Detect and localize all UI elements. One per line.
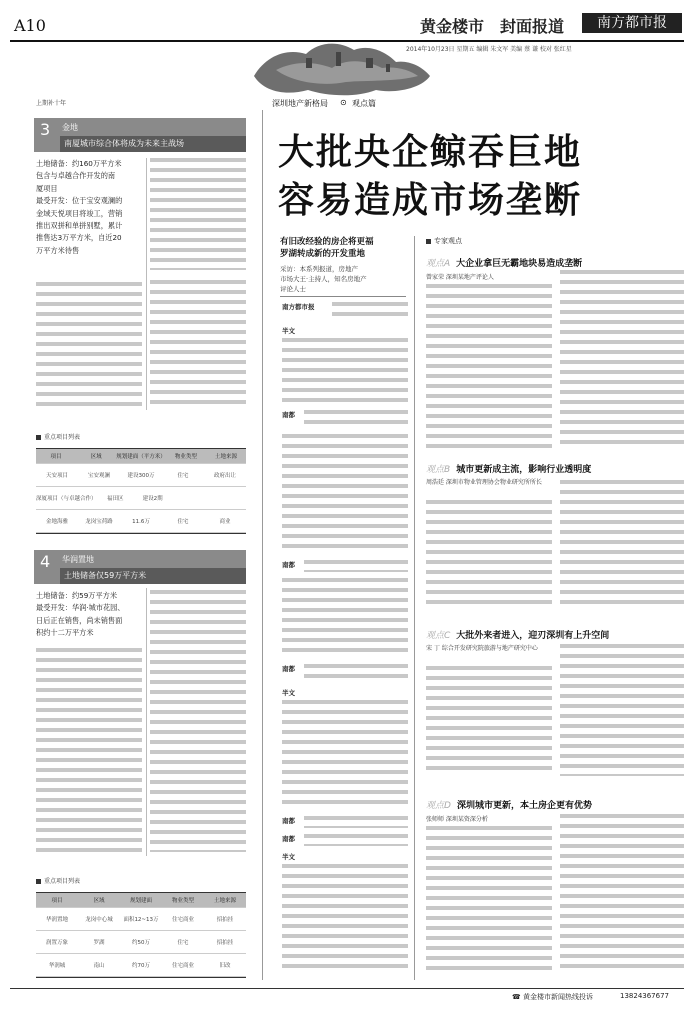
table-row: 金地海雅 龙岗宝荷路 11.6万 住宅 商业 <box>36 510 246 533</box>
qa-body <box>304 816 408 828</box>
table-1-title: 重点项目列表 <box>36 432 80 441</box>
qa-body <box>304 560 408 572</box>
expert-b-body-col2 <box>560 480 684 606</box>
section-4-intro: 土地储备：约59万平方米 最受开发：华润·城市花园、 日后正在销售，尚未销售面 积约十二万平方米 <box>36 591 125 638</box>
deck: 有旧改经验的房企将更福 罗湖转成新的开发重地 <box>280 237 374 259</box>
qa-body <box>332 302 408 322</box>
section-3-title-bar <box>60 136 246 152</box>
qa-label: 南都 <box>282 561 295 569</box>
table-1 <box>36 448 246 534</box>
left-inner-divider <box>146 158 147 410</box>
qa-body <box>282 864 408 974</box>
expert-c-title: 大批外来者进入，迎刃深圳有上升空间 <box>456 631 610 641</box>
section-3-body-left <box>36 282 142 410</box>
left-top-label: 上期补十年 <box>36 100 67 107</box>
series-sub: 观点篇 <box>352 99 376 108</box>
series-label: 深圳地产新格局 <box>272 99 328 108</box>
qa-label: 半文 <box>282 689 295 697</box>
footer-phone: 13824367677 <box>620 992 669 1000</box>
expert-d-body-col2 <box>560 814 684 974</box>
masthead-report: 封面报道 <box>500 17 565 36</box>
byline: 采访：本系列报道，房地产 市场大王·主持人，知名房地产 评论人士 <box>280 265 367 293</box>
section-3-number: 3 <box>40 120 51 139</box>
expert-d-tag: 观点D <box>426 801 451 811</box>
expert-b-heading <box>426 462 591 475</box>
expert-d-name: 张师师 深圳某资深分析 <box>426 816 488 823</box>
table-row: 润置万象 罗湖 约50万 住宅 招拍挂 <box>36 931 246 954</box>
left-inner-divider-2 <box>146 588 147 856</box>
section-4-title-bar <box>60 568 246 584</box>
table-row: 华润置地 龙岗中心城 面积12~13万 住宅商业 招拍挂 <box>36 908 246 931</box>
expert-a-body-col1 <box>426 284 552 448</box>
footer-hotline: ☎ 黄金楼市新闻热线投诉 <box>512 993 593 1001</box>
expert-d-heading <box>426 798 592 811</box>
table-row: 深厦项目（与卓越合作） 福田区 建设2期 <box>36 487 246 510</box>
column-divider-left <box>262 110 263 980</box>
table-row: 华润城 南山 约70万 住宅商业 旧改 <box>36 954 246 977</box>
expert-c-body-col1 <box>426 666 552 776</box>
section-4-header <box>34 550 246 584</box>
series-separator: ⊙ <box>340 98 347 107</box>
qa-body <box>304 664 408 682</box>
section-3-header <box>34 118 246 152</box>
shenzhen-map-graphic <box>246 36 436 102</box>
expert-b-title: 城市更新成主流，影响行业透明度 <box>456 465 592 475</box>
qa-label: 半文 <box>282 327 295 335</box>
section-4-number: 4 <box>40 552 51 571</box>
column-divider-right <box>414 236 415 980</box>
expert-c-tag: 观点C <box>426 631 451 641</box>
expert-a-title: 大企业拿巨无霸地块易造成垄断 <box>456 259 583 269</box>
experts-label: 专家观点 <box>426 236 462 246</box>
expert-b-name: 周浩廷 深圳市物业管理协会物业研究所所长 <box>426 479 542 486</box>
expert-a-body-col2 <box>560 270 684 446</box>
table-row: 项目 区域 规划建面（平方米） 物业类型 土地来源 <box>36 449 246 464</box>
table-row: 天安项目 宝安观澜 建设300万 住宅 政府出让 <box>36 464 246 487</box>
footer-rule <box>10 988 684 989</box>
qa-label: 南都 <box>282 835 295 843</box>
qa-body <box>282 700 408 810</box>
section-4-title: 土地储备仅59万平方米 <box>64 571 147 580</box>
section-3-intro: 土地储备：约160万平方米 包含与卓越合作开发的南 厦项目 最受开发：位于宝安观澜的 金域天悦项目将竣工，营销 推出双拼和单拼别墅，累计 推售达3万平方米，自近20 万平方米待售 <box>36 159 123 255</box>
qa-label: 南都 <box>282 665 295 673</box>
section-3-tag: 金地 <box>62 123 78 132</box>
masthead-credits: 2014年10月23日 星期五 编辑 朱文军 美编 蔡 谦 校对 张红星 <box>406 46 572 53</box>
expert-b-body-col1 <box>426 500 552 610</box>
masthead-section: 黄金楼市 <box>420 17 485 36</box>
section-3-body-right-2 <box>150 280 246 404</box>
section-4-body-left <box>36 648 142 856</box>
masthead-paper-logo: 南方都市报 <box>582 13 682 33</box>
headline-line-1: 大批央企鲸吞巨地 <box>278 132 583 173</box>
qa-body <box>282 578 408 658</box>
qa-label: 南都 <box>282 411 295 419</box>
expert-d-title: 深圳城市更新，本土房企更有优势 <box>456 801 592 811</box>
expert-d-body-col1 <box>426 826 552 974</box>
expert-c-body-col2 <box>560 644 684 776</box>
qa-label: 南都 <box>282 817 295 825</box>
expert-a-heading <box>426 256 582 269</box>
qa-label: 半文 <box>282 853 295 861</box>
expert-a-tag: 观点A <box>426 259 451 269</box>
qa-body <box>304 834 408 846</box>
expert-c-name: 宋 丁 综合开发研究院旅游与地产研究中心 <box>426 645 538 652</box>
qa-label: 南方都市报 <box>282 303 315 311</box>
qa-body <box>304 410 408 428</box>
section-3-title: 南厦城市综合体将成为未来主战场 <box>64 139 184 148</box>
page-number: A10 <box>14 16 46 35</box>
section-3-body-right <box>150 158 246 270</box>
expert-c-heading <box>426 628 609 641</box>
table-2-title: 重点项目列表 <box>36 876 80 885</box>
qa-body <box>282 338 408 404</box>
table-row: 项目 区域 规划建面 物业类型 土地来源 <box>36 893 246 908</box>
qa-body <box>282 434 408 552</box>
headline-line-2: 容易造成市场垄断 <box>278 180 583 221</box>
expert-a-name: 曾家荣 深圳某地产评论人 <box>426 274 494 281</box>
section-4-tag: 华润置地 <box>62 555 94 564</box>
section-4-body-right <box>150 590 246 852</box>
table-2 <box>36 892 246 978</box>
byline-rule <box>280 296 406 297</box>
expert-b-tag: 观点B <box>426 465 451 475</box>
